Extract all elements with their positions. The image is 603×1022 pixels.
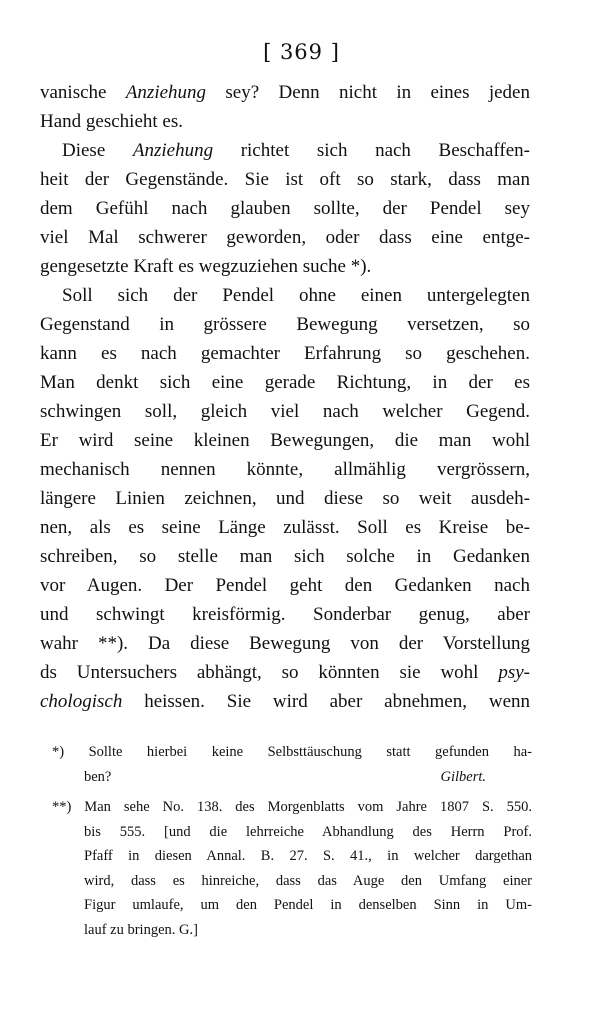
text-line: schwingen soll, gleich viel nach welcher Gegend. bbox=[40, 401, 530, 422]
footnote-1 bbox=[52, 740, 532, 789]
footnote-line: Figur umlaufe, um den Pendel in denselben Sinn in Um- bbox=[84, 897, 532, 913]
footnote-line: wird, dass es hinreiche, dass das Auge den Umfang einer bbox=[84, 872, 532, 889]
footnote-line: bis 555. [und die lehrreiche Abhandlung des Herrn Prof. bbox=[84, 823, 532, 840]
text-line: vanische Anziehung sey? Denn nicht in eines jeden bbox=[40, 82, 530, 103]
footnote-line-text: ben? bbox=[84, 768, 112, 785]
text-line: Gegenstand in grössere Bewegung versetzen, so bbox=[40, 314, 530, 335]
body-text bbox=[40, 78, 530, 716]
footnote-line: Pfaff in diesen Annal. B. 27. S. 41., in welcher dargethan bbox=[84, 848, 532, 864]
footnote-line: **) Man sehe No. 138. des Morgenblatts vom Jahre 1807 S. 550. bbox=[52, 799, 532, 815]
text-line: Man denkt sich eine gerade Richtung, in der es bbox=[40, 372, 530, 393]
text-line: chologisch heissen. Sie wird aber abnehmen, wenn bbox=[40, 691, 530, 712]
footnote-line bbox=[52, 765, 532, 790]
text-line: Hand geschieht es. bbox=[40, 111, 183, 132]
text-line: längere Linien zeichnen, und diese so weit ausdeh- bbox=[40, 488, 530, 509]
text-line: ds Untersuchers abhängt, so könnten sie wohl psy- bbox=[40, 662, 530, 683]
text-line: schreiben, so stelle man sich solche in Gedanken bbox=[40, 546, 530, 567]
text-line: viel Mal schwerer geworden, oder dass eine entge- bbox=[40, 227, 530, 248]
footnotes bbox=[52, 740, 532, 948]
text-line: Er wird seine kleinen Bewegungen, die man wohl bbox=[40, 430, 530, 451]
text-line: wahr **). Da diese Bewegung von der Vorstellung bbox=[40, 633, 530, 654]
text-line: gengesetzte Kraft es wegzuziehen suche *). bbox=[40, 256, 372, 277]
footnote-line: *) Sollte hierbei keine Selbsttäuschung statt gefunden ha- bbox=[52, 744, 532, 760]
page-number: [ 369 ] bbox=[263, 40, 340, 64]
text-line: mechanisch nennen könnte, allmählig vergrössern, bbox=[40, 459, 530, 480]
text-line: dem Gefühl nach glauben sollte, der Pendel sey bbox=[40, 198, 530, 219]
text-line: Soll sich der Pendel ohne einen untergelegten bbox=[62, 285, 530, 306]
text-line: Diese Anziehung richtet sich nach Beschaffen- bbox=[62, 140, 530, 161]
text-line: vor Augen. Der Pendel geht den Gedanken nach bbox=[40, 575, 530, 596]
footnote-2 bbox=[52, 795, 532, 942]
text-line: nen, als es seine Länge zulässt. Soll es Kreise be- bbox=[40, 517, 530, 538]
footnote-line: lauf zu bringen. G.] bbox=[84, 921, 198, 938]
text-line: und schwingt kreisförmig. Sonderbar genug, aber bbox=[40, 604, 530, 625]
text-line: kann es nach gemachter Erfahrung so geschehen. bbox=[40, 343, 530, 364]
text-line: heit der Gegenstände. Sie ist oft so stark, dass man bbox=[40, 169, 530, 190]
footnote-signature: Gilbert. bbox=[440, 768, 486, 785]
